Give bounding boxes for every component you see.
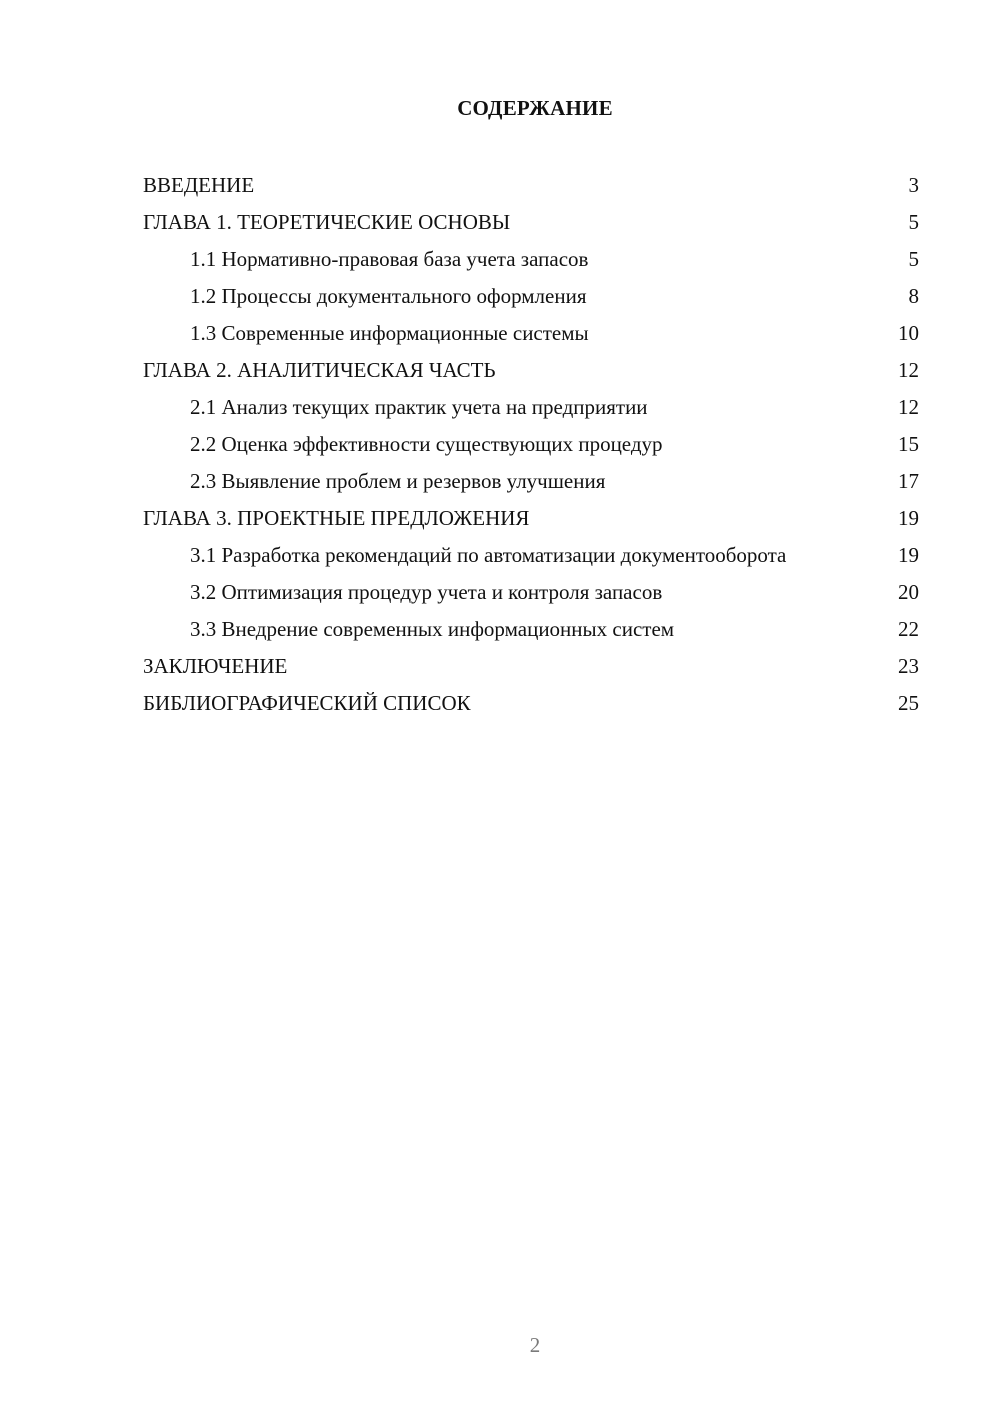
toc-entry-page: 5 bbox=[908, 247, 919, 271]
toc-entry-page: 5 bbox=[908, 210, 919, 234]
toc-entry-page: 10 bbox=[898, 321, 919, 345]
toc-entry-page: 19 bbox=[898, 506, 919, 530]
page-number: 2 bbox=[529, 1333, 541, 1357]
toc-entry-page: 22 bbox=[898, 617, 919, 641]
toc-entry-page: 23 bbox=[898, 654, 919, 678]
toc-entry[interactable] bbox=[143, 464, 919, 501]
toc-entry-page: 20 bbox=[898, 580, 919, 604]
toc-entry[interactable] bbox=[143, 612, 919, 649]
toc-entry-label: 1.1 Нормативно-правовая база учета запасов bbox=[190, 247, 589, 271]
toc-entry-label: 3.2 Оптимизация процедур учета и контроля запасов bbox=[190, 580, 663, 604]
toc-entry[interactable] bbox=[143, 205, 919, 242]
toc-entry-page: 3 bbox=[908, 173, 919, 197]
toc-title: СОДЕРЖАНИЕ bbox=[457, 96, 613, 120]
toc-entry[interactable] bbox=[143, 686, 919, 723]
toc-entry-label: 3.3 Внедрение современных информационных систем bbox=[190, 617, 675, 641]
toc-entry-label: 2.1 Анализ текущих практик учета на предприятии bbox=[190, 395, 648, 419]
toc-entry-page: 25 bbox=[898, 691, 919, 715]
toc-entry-page: 15 bbox=[898, 432, 919, 456]
toc-entry-page: 17 bbox=[898, 469, 919, 493]
toc-entry[interactable] bbox=[143, 501, 919, 538]
toc-entry-page: 19 bbox=[898, 543, 919, 567]
toc-entry-label: БИБЛИОГРАФИЧЕСКИЙ СПИСОК bbox=[143, 691, 471, 715]
table-of-contents bbox=[143, 168, 919, 723]
toc-entry[interactable] bbox=[143, 390, 919, 427]
toc-entry-label: ГЛАВА 1. ТЕОРЕТИЧЕСКИЕ ОСНОВЫ bbox=[143, 210, 511, 234]
toc-entry-label: 2.3 Выявление проблем и резервов улучшения bbox=[190, 469, 606, 493]
toc-entry[interactable] bbox=[143, 538, 919, 575]
toc-entry-label: 1.3 Современные информационные системы bbox=[190, 321, 589, 345]
toc-entry-label: ЗАКЛЮЧЕНИЕ bbox=[143, 654, 288, 678]
toc-entry-page: 12 bbox=[898, 358, 919, 382]
toc-entry[interactable] bbox=[143, 316, 919, 353]
toc-entry[interactable] bbox=[143, 168, 919, 205]
toc-entry[interactable] bbox=[143, 279, 919, 316]
toc-entry-label: 2.2 Оценка эффективности существующих процедур bbox=[190, 432, 663, 456]
toc-entry-label: ГЛАВА 2. АНАЛИТИЧЕСКАЯ ЧАСТЬ bbox=[143, 358, 496, 382]
toc-entry[interactable] bbox=[143, 649, 919, 686]
toc-entry-page: 12 bbox=[898, 395, 919, 419]
toc-entry[interactable] bbox=[143, 353, 919, 390]
toc-entry-label: ВВЕДЕНИЕ bbox=[143, 173, 255, 197]
toc-entry-label: 3.1 Разработка рекомендаций по автоматизации документооборота bbox=[190, 543, 787, 567]
toc-entry-label: ГЛАВА 3. ПРОЕКТНЫЕ ПРЕДЛОЖЕНИЯ bbox=[143, 506, 530, 530]
toc-entry-label: 1.2 Процессы документального оформления bbox=[190, 284, 587, 308]
toc-entry[interactable] bbox=[143, 575, 919, 612]
toc-entry[interactable] bbox=[143, 242, 919, 279]
toc-entry-page: 8 bbox=[908, 284, 919, 308]
toc-entry[interactable] bbox=[143, 427, 919, 464]
